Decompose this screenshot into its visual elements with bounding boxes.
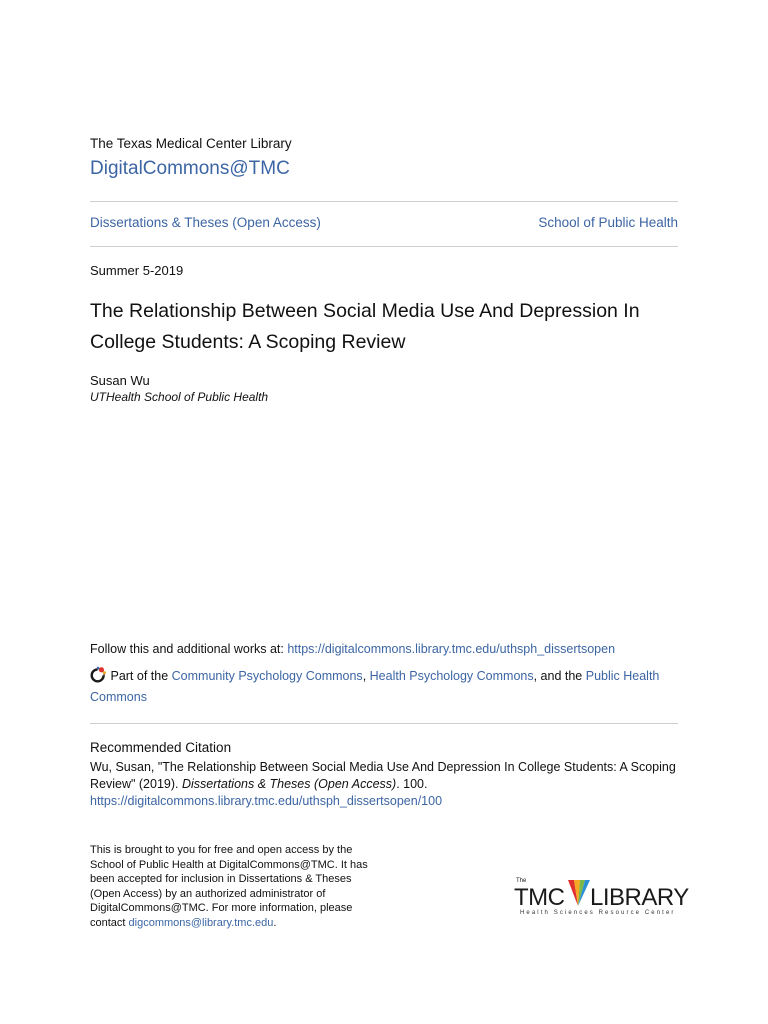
divider bbox=[90, 723, 678, 724]
separator: , bbox=[362, 669, 370, 683]
logo-tmc-text: TMC bbox=[514, 884, 565, 911]
divider bbox=[90, 246, 678, 247]
access-statement bbox=[90, 843, 380, 931]
citation-text bbox=[90, 759, 680, 810]
separator: , and the bbox=[533, 669, 586, 683]
repository-link[interactable]: DigitalCommons@TMC bbox=[90, 158, 290, 179]
part-of-prefix: Part of the bbox=[110, 669, 172, 683]
logo-tagline: Health Sciences Resource Center bbox=[520, 910, 676, 916]
follow-prefix: Follow this and additional works at: bbox=[90, 642, 288, 656]
citation-series: Dissertations & Theses (Open Access) bbox=[181, 777, 397, 791]
document-title: The Relationship Between Social Media Use And Depression In College Students: A Scoping Review bbox=[90, 300, 640, 353]
logo-feather-icon bbox=[566, 878, 592, 908]
follow-url-link[interactable]: https://digitalcommons.library.tmc.edu/uthsph_dissertsopen bbox=[287, 642, 616, 656]
citation-body: Wu, Susan, "The Relationship Between Social Media Use And Depression In College Students: A Scoping Review" (2019). bbox=[90, 760, 676, 791]
health-psychology-link[interactable]: Health Psychology Commons bbox=[369, 669, 534, 683]
logo-library-text: LIBRARY bbox=[590, 884, 689, 911]
citation-url-link[interactable]: https://digitalcommons.library.tmc.edu/uthsph_dissertsopen/100 bbox=[90, 794, 443, 808]
library-name: The Texas Medical Center Library bbox=[90, 136, 292, 151]
contact-email-link[interactable]: digcommons@library.tmc.edu bbox=[128, 916, 274, 929]
citation-number: . 100. bbox=[396, 777, 428, 791]
access-text: This is brought to you for free and open access by the School of Public Health at DigitalCommons@TMC. It has been accepted for inclusion in Dissertations & Theses (Open Access) by an authorized administrator of DigitalCommons@TMC. For more information, please contact bbox=[90, 844, 368, 929]
publication-date: Summer 5-2019 bbox=[90, 263, 184, 278]
follow-line bbox=[90, 641, 615, 658]
network-logo-icon bbox=[90, 666, 107, 683]
public-health-link[interactable]: Public Health Commons bbox=[90, 669, 660, 704]
school-link[interactable]: School of Public Health bbox=[538, 215, 678, 230]
community-psychology-link[interactable]: Community Psychology Commons bbox=[171, 669, 363, 683]
author-name: Susan Wu bbox=[90, 373, 150, 388]
collection-link[interactable]: Dissertations & Theses (Open Access) bbox=[90, 215, 321, 230]
divider bbox=[90, 201, 678, 202]
author-affiliation: UTHealth School of Public Health bbox=[90, 390, 269, 404]
tmc-library-logo bbox=[514, 878, 689, 920]
access-end: . bbox=[273, 916, 277, 929]
part-of-line bbox=[90, 666, 680, 708]
citation-heading: Recommended Citation bbox=[90, 740, 232, 755]
logo-small-text: The bbox=[516, 878, 527, 884]
